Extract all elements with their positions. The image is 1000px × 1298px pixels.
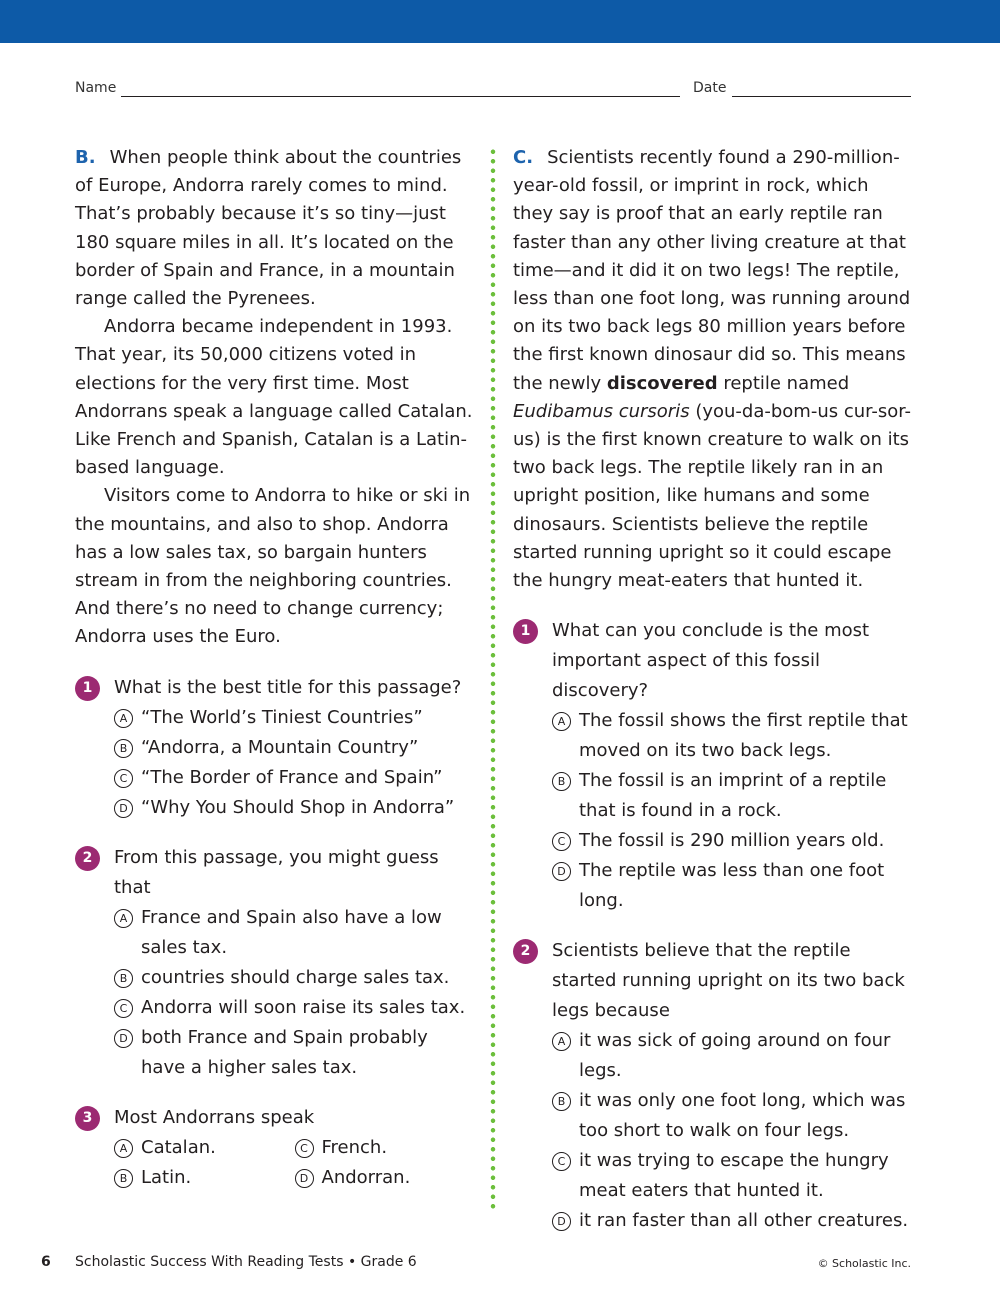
question-number-badge: 2 xyxy=(75,846,100,871)
copyright: © Scholastic Inc. xyxy=(817,1257,911,1270)
answer-bubble[interactable]: B xyxy=(114,739,133,758)
answer-bubble[interactable]: B xyxy=(552,772,571,791)
question-b1 xyxy=(75,673,475,823)
top-color-bar xyxy=(0,0,1000,43)
answer-option[interactable]: C it was trying to escape the hungry meat eaters that hunted it. xyxy=(552,1146,913,1206)
vocabulary-word: discovered xyxy=(606,372,718,394)
answer-bubble[interactable]: D xyxy=(552,862,571,881)
species-name: Eudibamus cursoris xyxy=(513,400,690,422)
question-number-badge: 1 xyxy=(75,676,100,701)
answer-option[interactable]: C French. xyxy=(295,1133,476,1163)
passage-c xyxy=(513,144,913,1236)
answer-bubble[interactable]: B xyxy=(114,969,133,988)
answer-grid-row xyxy=(114,1163,475,1193)
answer-bubble[interactable]: A xyxy=(552,1032,571,1051)
answer-option[interactable]: D The reptile was less than one foot long. xyxy=(552,856,913,916)
answer-option[interactable]: D Andorran. xyxy=(295,1163,476,1193)
passage-b-paragraph-1: B. When people think about the countries of Europe, Andorra rarely comes to mind. That’s probably because it’s so tiny—just 180 square miles in all. It’s located on the border of Spain and France, in a mountain range called the Pyrenees. xyxy=(75,147,462,310)
passage-letter: C. xyxy=(513,147,534,168)
column-divider xyxy=(489,147,497,1212)
answer-option[interactable]: A Catalan. xyxy=(114,1133,295,1163)
answer-option[interactable]: C “The Border of France and Spain” xyxy=(114,763,475,793)
name-date-row xyxy=(75,80,911,100)
question-text: From this passage, you might guess that xyxy=(114,846,439,898)
book-title: Scholastic Success With Reading Tests • Grade 6 xyxy=(75,1254,417,1270)
answer-bubble[interactable]: A xyxy=(114,709,133,728)
passage-b-paragraph-3: Visitors come to Andorra to hike or ski in the mountains, and also to shop. Andorra has a low sales tax, so bargain hunters stream in from the neighboring countries. And there’s no need to change currency; Andorra uses the Euro. xyxy=(75,485,471,648)
passage-b xyxy=(75,144,475,1193)
answer-bubble[interactable]: A xyxy=(552,712,571,731)
answer-bubble[interactable]: D xyxy=(552,1212,571,1231)
answer-bubble[interactable]: B xyxy=(114,1169,133,1188)
answer-bubble[interactable]: C xyxy=(114,999,133,1018)
question-text: Most Andorrans speak xyxy=(114,1106,315,1128)
question-text: Scientists believe that the reptile started running upright on its two back legs because xyxy=(552,940,905,1022)
passage-c-paragraph: C. Scientists recently found a 290-million-year-old fossil, or imprint in rock, which they say is proof that an early reptile ran faster than any other living creature at that time—and it did it on two legs! The reptile, less than one foot long, was running around on its two back legs 80 million years before the first known dinosaur did so. This means the newly discovered reptile named Eudibamus cursoris (you-da-bom-us cur-sor-us) is the first known creature to walk on its two back legs. The reptile likely ran in an upright position, like humans and some dinosaurs. Scientists believe the reptile started running upright so it could escape the hungry meat-eaters that hunted it. xyxy=(513,147,912,592)
answer-bubble[interactable]: C xyxy=(552,832,571,851)
answer-bubble[interactable]: D xyxy=(114,1029,133,1048)
answer-bubble[interactable]: C xyxy=(295,1139,314,1158)
answer-option[interactable]: C The fossil is 290 million years old. xyxy=(552,826,913,856)
answer-option[interactable]: A France and Spain also have a low sales tax. xyxy=(114,903,475,963)
passage-b-paragraph-2: Andorra became independent in 1993. That year, its 50,000 citizens voted in elections for the very first time. Most Andorrans speak a language called Catalan. Like French and Spanish, Catalan is a Latin-based language. xyxy=(75,316,473,479)
answer-option[interactable]: D it ran faster than all other creatures. xyxy=(552,1206,913,1236)
answer-bubble[interactable]: D xyxy=(114,799,133,818)
answer-option[interactable]: B Latin. xyxy=(114,1163,295,1193)
page-number: 6 xyxy=(41,1254,51,1270)
answer-option[interactable]: B The fossil is an imprint of a reptile that is found in a rock. xyxy=(552,766,913,826)
answer-option[interactable]: B “Andorra, a Mountain Country” xyxy=(114,733,475,763)
answer-bubble[interactable]: D xyxy=(295,1169,314,1188)
answer-option[interactable]: B countries should charge sales tax. xyxy=(114,963,475,993)
answer-bubble[interactable]: A xyxy=(114,909,133,928)
question-number-badge: 3 xyxy=(75,1106,100,1131)
question-number-badge: 2 xyxy=(513,939,538,964)
date-field[interactable] xyxy=(732,96,911,97)
answer-bubble[interactable]: A xyxy=(114,1139,133,1158)
question-b2 xyxy=(75,843,475,1083)
answer-bubble[interactable]: B xyxy=(552,1092,571,1111)
question-b3 xyxy=(75,1103,475,1193)
name-label: Name xyxy=(75,80,117,96)
question-c2 xyxy=(513,936,913,1236)
answer-option[interactable]: D “Why You Should Shop in Andorra” xyxy=(114,793,475,823)
date-label: Date xyxy=(693,80,727,96)
question-text: What is the best title for this passage? xyxy=(114,676,462,698)
answer-option[interactable]: A The fossil shows the first reptile that moved on its two back legs. xyxy=(552,706,913,766)
answer-option[interactable]: D both France and Spain probably have a higher sales tax. xyxy=(114,1023,475,1083)
answer-option[interactable]: A it was sick of going around on four legs. xyxy=(552,1026,913,1086)
name-field[interactable] xyxy=(121,96,680,97)
question-c1 xyxy=(513,616,913,916)
answer-bubble[interactable]: C xyxy=(552,1152,571,1171)
answer-option[interactable]: A “The World’s Tiniest Countries” xyxy=(114,703,475,733)
answer-bubble[interactable]: C xyxy=(114,769,133,788)
question-number-badge: 1 xyxy=(513,619,538,644)
question-text: What can you conclude is the most important aspect of this fossil discovery? xyxy=(552,620,870,702)
answer-option[interactable]: C Andorra will soon raise its sales tax. xyxy=(114,993,475,1023)
answer-grid-row xyxy=(114,1133,475,1163)
answer-option[interactable]: B it was only one foot long, which was too short to walk on four legs. xyxy=(552,1086,913,1146)
passage-letter: B. xyxy=(75,147,96,168)
